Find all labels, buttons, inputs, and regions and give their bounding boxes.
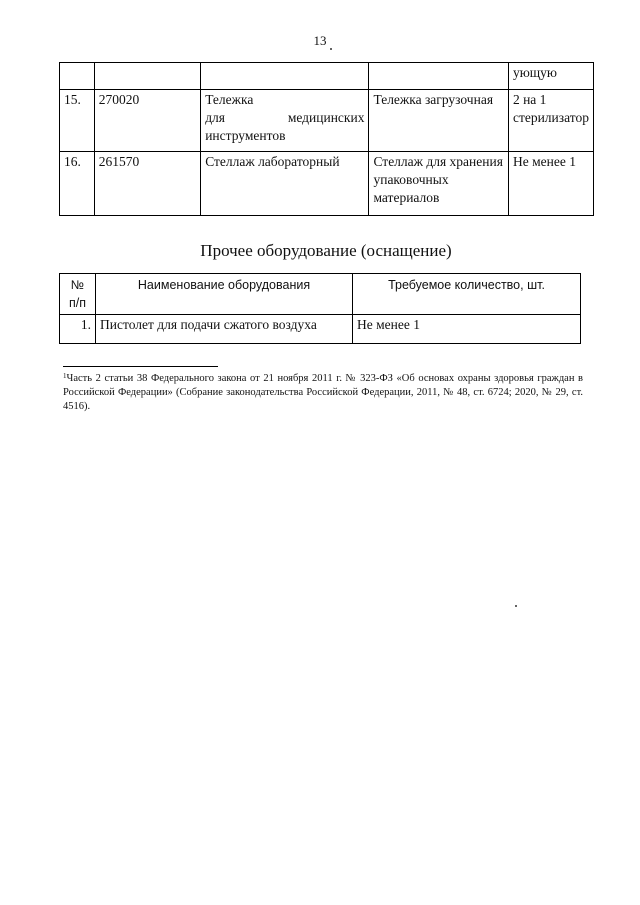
purpose-cell: Стеллаж для хранения упаковочных материалов	[369, 152, 508, 216]
name-word: для	[205, 110, 226, 125]
name-cell	[201, 90, 369, 152]
table-row	[60, 152, 594, 216]
scan-speck	[515, 605, 517, 607]
row-number-cell	[60, 63, 95, 90]
purpose-cell	[369, 63, 508, 90]
quantity-cell: ующую	[508, 63, 593, 90]
name-cell: Пистолет для подачи сжатого воздуха	[96, 315, 353, 344]
equipment-table	[59, 62, 594, 216]
name-cell	[201, 63, 369, 90]
row-number-cell: 15.	[60, 90, 95, 152]
footnote-divider	[63, 366, 218, 367]
name-word: медицинских	[287, 110, 365, 125]
footnote	[63, 372, 583, 414]
code-cell: 261570	[94, 152, 200, 216]
quantity-cell: Не менее 1	[353, 315, 581, 344]
header-number: № п/п	[60, 274, 96, 315]
quantity-cell: 2 на 1 стерилизатор	[508, 90, 593, 152]
header-name: Наименование оборудования	[96, 274, 353, 315]
row-number-cell: 1.	[60, 315, 96, 344]
footnote-marker: 1	[63, 372, 67, 380]
table-row	[60, 315, 581, 344]
quantity-cell: Не менее 1	[508, 152, 593, 216]
scan-speck	[330, 48, 332, 50]
table-row	[60, 63, 594, 90]
code-cell: 270020	[94, 90, 200, 152]
table-header-row	[60, 274, 581, 315]
table-row	[60, 90, 594, 152]
code-cell	[94, 63, 200, 90]
name-cell: Стеллаж лабораторный	[201, 152, 369, 216]
purpose-cell: Тележка загрузочная	[369, 90, 508, 152]
page-number: 13	[313, 33, 327, 48]
header-quantity: Требуемое количество, шт.	[353, 274, 581, 315]
name-line	[205, 109, 364, 127]
name-line: инструментов	[205, 128, 286, 143]
footnote-text: Часть 2 статьи 38 Федерального закона от 21 ноября 2011 г. № 323-ФЗ «Об основах охраны здоровья граждан в Российской Федерации» (Собрание законодательства Российской Федерации, 2011, № 48, ст. 6724; 2020, № 29, ст. 4516).	[63, 373, 583, 412]
other-equipment-table	[59, 273, 581, 344]
row-number-cell: 16.	[60, 152, 95, 216]
section-title: Прочее оборудование (оснащение)	[200, 241, 452, 260]
name-line: Тележка	[205, 92, 254, 107]
